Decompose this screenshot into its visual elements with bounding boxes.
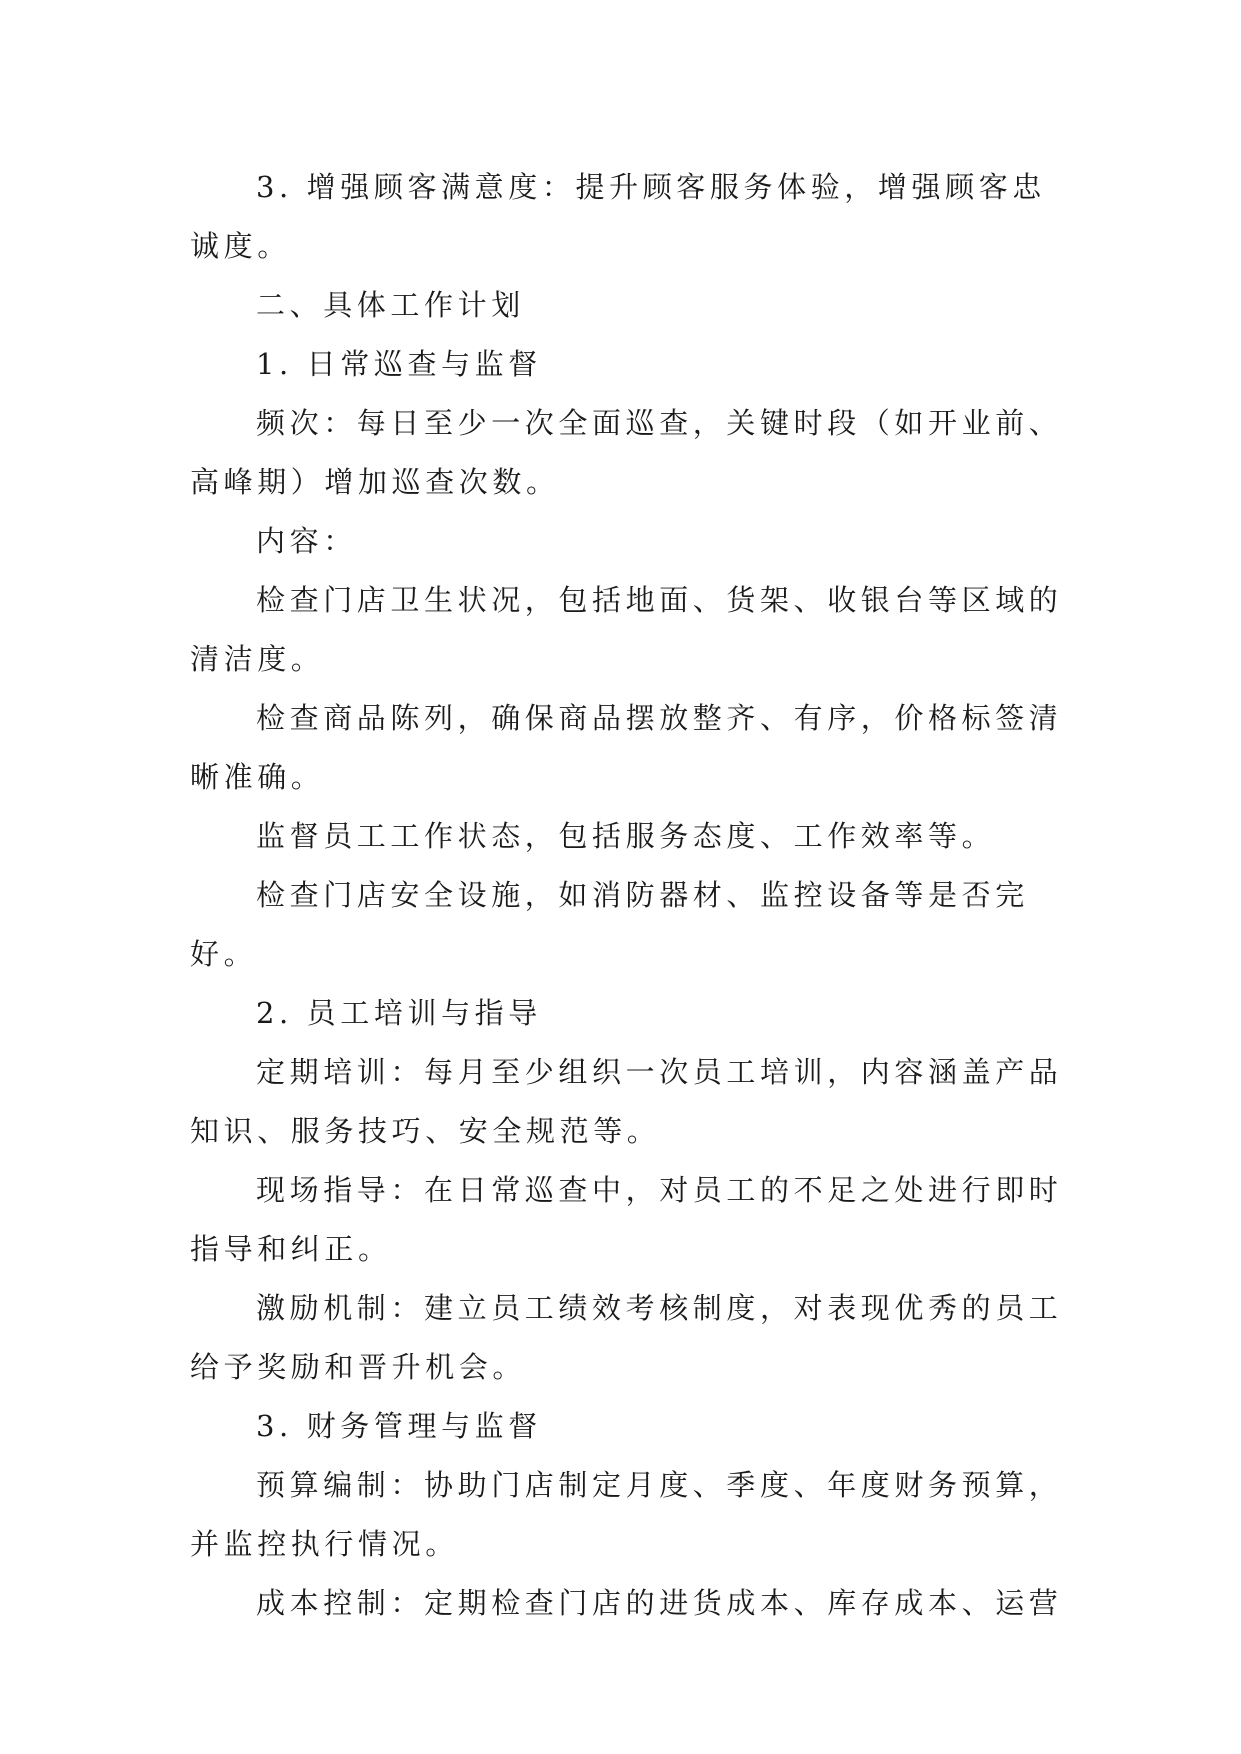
paragraph-cost-control: 成本控制：定期检查门店的进货成本、库存成本、运营 <box>256 1586 1063 1620</box>
paragraph-content-label: 内容： <box>256 524 357 558</box>
paragraph-frequency: 频次：每日至少一次全面巡查，关键时段（如开业前、高峰期）增加巡查次数。 <box>190 406 1063 499</box>
document-body <box>190 158 1070 1633</box>
subheading-financial-management: 3. 财务管理与监督 <box>256 1409 542 1443</box>
paragraph-regular-training: 定期培训：每月至少组织一次员工培训，内容涵盖产品知识、服务技巧、安全规范等。 <box>190 1055 1063 1148</box>
paragraph-budget: 预算编制：协助门店制定月度、季度、年度财务预算，并监控执行情况。 <box>190 1468 1063 1561</box>
section-heading-work-plan: 二、具体工作计划 <box>256 288 525 322</box>
paragraph-goal-3: 3. 增强顾客满意度：提升顾客服务体验，增强顾客忠诚度。 <box>190 170 1046 263</box>
paragraph-hygiene-check: 检查门店卫生状况，包括地面、货架、收银台等区域的清洁度。 <box>190 583 1063 676</box>
paragraph-staff-supervision: 监督员工工作状态，包括服务态度、工作效率等。 <box>256 819 996 853</box>
subheading-daily-inspection: 1. 日常巡查与监督 <box>256 347 542 381</box>
paragraph-safety-check: 检查门店安全设施，如消防器材、监控设备等是否完好。 <box>190 878 1029 971</box>
subheading-staff-training: 2. 员工培训与指导 <box>256 996 542 1030</box>
paragraph-onsite-guidance: 现场指导：在日常巡查中，对员工的不足之处进行即时指导和纠正。 <box>190 1173 1063 1266</box>
paragraph-display-check: 检查商品陈列，确保商品摆放整齐、有序，价格标签清晰准确。 <box>190 701 1063 794</box>
paragraph-incentive: 激励机制：建立员工绩效考核制度，对表现优秀的员工给予奖励和晋升机会。 <box>190 1291 1063 1384</box>
